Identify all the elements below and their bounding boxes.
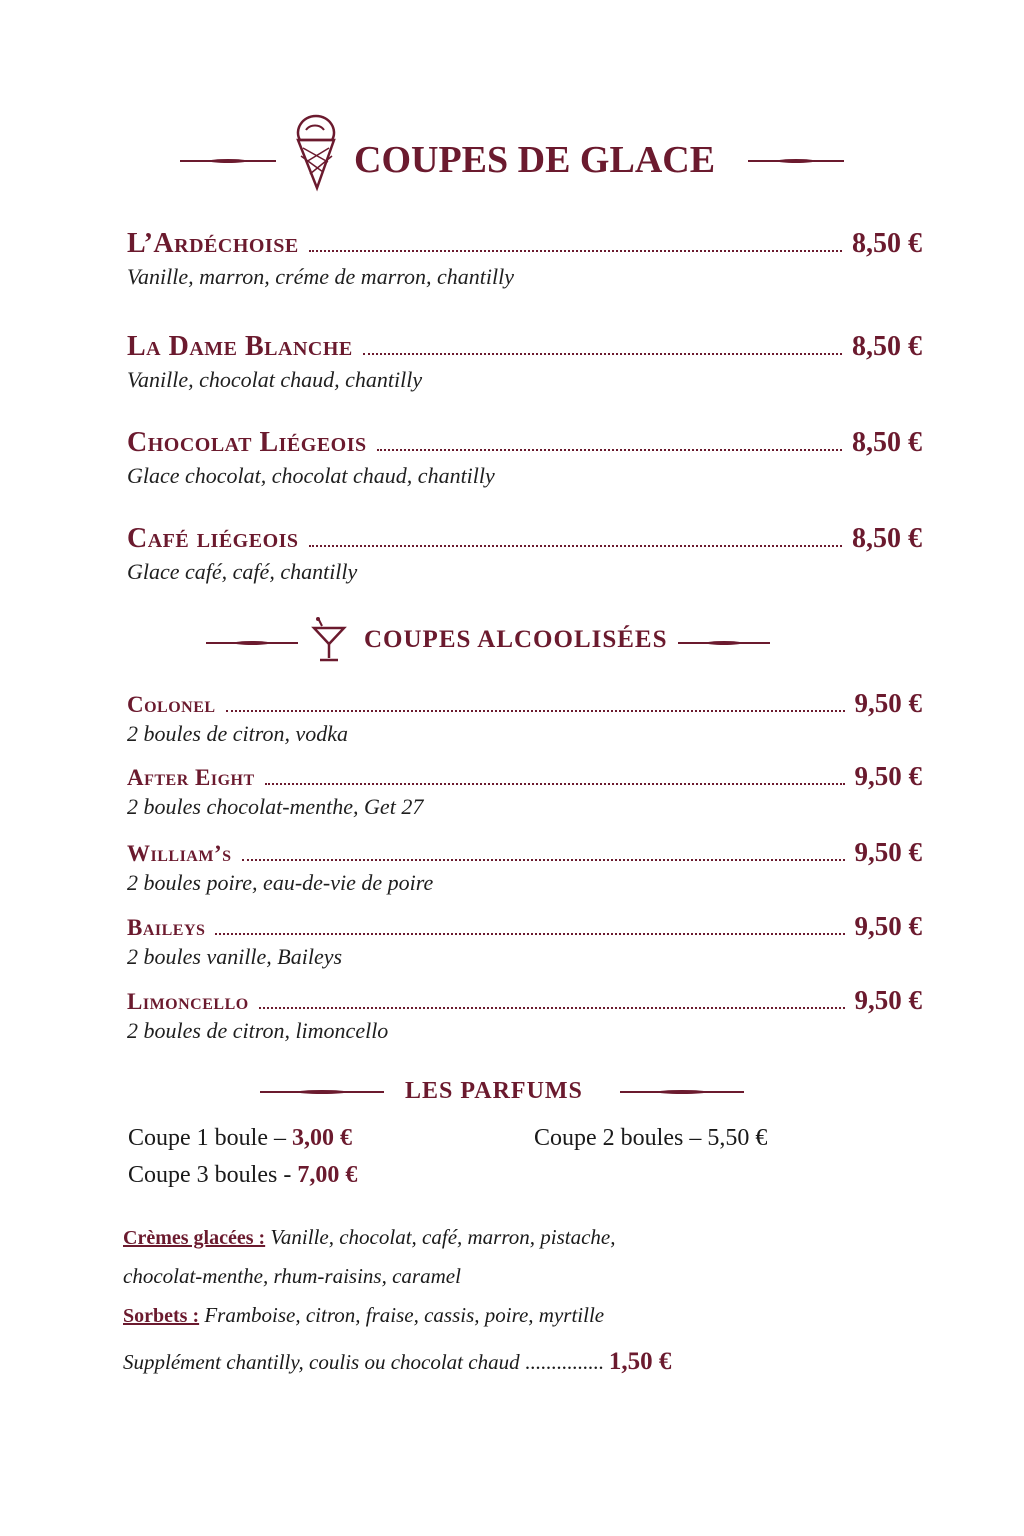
supplement-price: 1,50 €: [608, 1348, 672, 1375]
item-description: Vanille, marron, créme de marron, chantilly: [127, 264, 514, 289]
coupe-price: 5,50 €: [707, 1125, 768, 1151]
heading-rule-right: [678, 642, 770, 644]
item-description: Glace café, café, chantilly: [127, 559, 358, 584]
heading-rule-left: [180, 160, 276, 162]
parfums-heading: [0, 1072, 1024, 1116]
item-price: 9,50 €: [854, 985, 922, 1015]
cremes-label: Crèmes glacées :: [123, 1227, 266, 1249]
coupe-label: Coupe 3 boules -: [128, 1162, 292, 1188]
coupes-title: COUPES DE GLACE: [354, 139, 716, 181]
dot-leader: [309, 544, 842, 547]
heading-rule-right: [748, 160, 844, 162]
supplement-line: [123, 1348, 671, 1376]
parfums-title: LES PARFUMS: [405, 1078, 583, 1104]
item-price: 9,50 €: [854, 911, 922, 941]
alcool-item-williams: [127, 837, 922, 896]
item-price: 8,50 €: [852, 427, 922, 458]
alcool-item-after-eight: [127, 761, 922, 820]
item-name: La Dame Blanche: [127, 331, 353, 362]
item-name: Limoncello: [127, 989, 249, 1014]
coupe-item-chocolat-liegeois: [127, 427, 922, 489]
heading-rule-left: [260, 1091, 384, 1093]
dot-leader: [215, 932, 844, 935]
cremes-glacees-line-2: [123, 1264, 461, 1289]
item-description: Vanille, chocolat chaud, chantilly: [127, 367, 423, 392]
coupes-heading: [0, 108, 1024, 198]
item-name: Colonel: [127, 692, 216, 717]
item-name: Chocolat Liégeois: [127, 427, 367, 458]
sorbets-text: Framboise, citron, fraise, cassis, poire, myrtille: [204, 1303, 605, 1327]
item-price: 8,50 €: [852, 523, 922, 554]
item-name: Café liégeois: [127, 523, 299, 554]
coupe-1-boule: [128, 1125, 352, 1152]
heading-rule-right: [620, 1091, 744, 1093]
cremes-text-2: chocolat-menthe, rhum-raisins, caramel: [123, 1264, 461, 1288]
sorbets-line: [123, 1303, 604, 1328]
coupe-item-cafe-liegeois: [127, 523, 922, 585]
dot-leader: [309, 249, 842, 252]
coupe-3-boules: [128, 1162, 357, 1189]
coupe-item-ardechoise: [127, 228, 922, 290]
alcool-heading: [0, 612, 1024, 668]
item-name: L’Ardéchoise: [127, 228, 299, 259]
item-name: After Eight: [127, 765, 255, 790]
item-price: 8,50 €: [852, 331, 922, 362]
dot-leader: [377, 448, 842, 451]
item-description: 2 boules de citron, vodka: [127, 721, 348, 746]
item-description: 2 boules de citron, limoncello: [127, 1018, 389, 1043]
dot-leader: [363, 352, 842, 355]
item-description: 2 boules chocolat-menthe, Get 27: [127, 794, 424, 819]
alcool-item-colonel: [127, 688, 922, 747]
dot-leader: [226, 709, 845, 712]
item-name: William’s: [127, 841, 232, 866]
ice-cream-cone-icon: [290, 110, 342, 192]
dot-leader: [259, 1006, 845, 1009]
item-price: 9,50 €: [854, 761, 922, 791]
coupe-price: 3,00 €: [291, 1125, 352, 1151]
item-description: Glace chocolat, chocolat chaud, chantilly: [127, 463, 495, 488]
item-price: 9,50 €: [854, 837, 922, 867]
item-price: 9,50 €: [854, 688, 922, 718]
supplement-dots: ...............: [524, 1350, 604, 1374]
dot-leader: [265, 782, 845, 785]
item-description: 2 boules poire, eau-de-vie de poire: [127, 870, 434, 895]
heading-rule-left: [206, 642, 298, 644]
coupe-2-boules: [534, 1125, 767, 1152]
cremes-glacees-line: [123, 1225, 615, 1250]
coupe-label: Coupe 2 boules –: [534, 1125, 702, 1151]
supplement-text: Supplément chantilly, coulis ou chocolat chaud: [123, 1350, 520, 1374]
coupe-item-dame-blanche: [127, 331, 922, 393]
item-name: Baileys: [127, 915, 206, 940]
coupe-price: 7,00 €: [297, 1162, 358, 1188]
alcool-item-limoncello: [127, 985, 922, 1044]
alcool-item-baileys: [127, 911, 922, 970]
sorbets-label: Sorbets :: [123, 1305, 200, 1327]
item-description: 2 boules vanille, Baileys: [127, 944, 343, 969]
cremes-text: Vanille, chocolat, café, marron, pistache,: [270, 1225, 616, 1249]
alcool-title: COUPES ALCOOLISÉES: [364, 626, 668, 653]
dot-leader: [242, 858, 845, 861]
cocktail-glass-icon: [310, 616, 348, 664]
coupe-label: Coupe 1 boule –: [128, 1125, 286, 1151]
item-price: 8,50 €: [852, 228, 922, 259]
